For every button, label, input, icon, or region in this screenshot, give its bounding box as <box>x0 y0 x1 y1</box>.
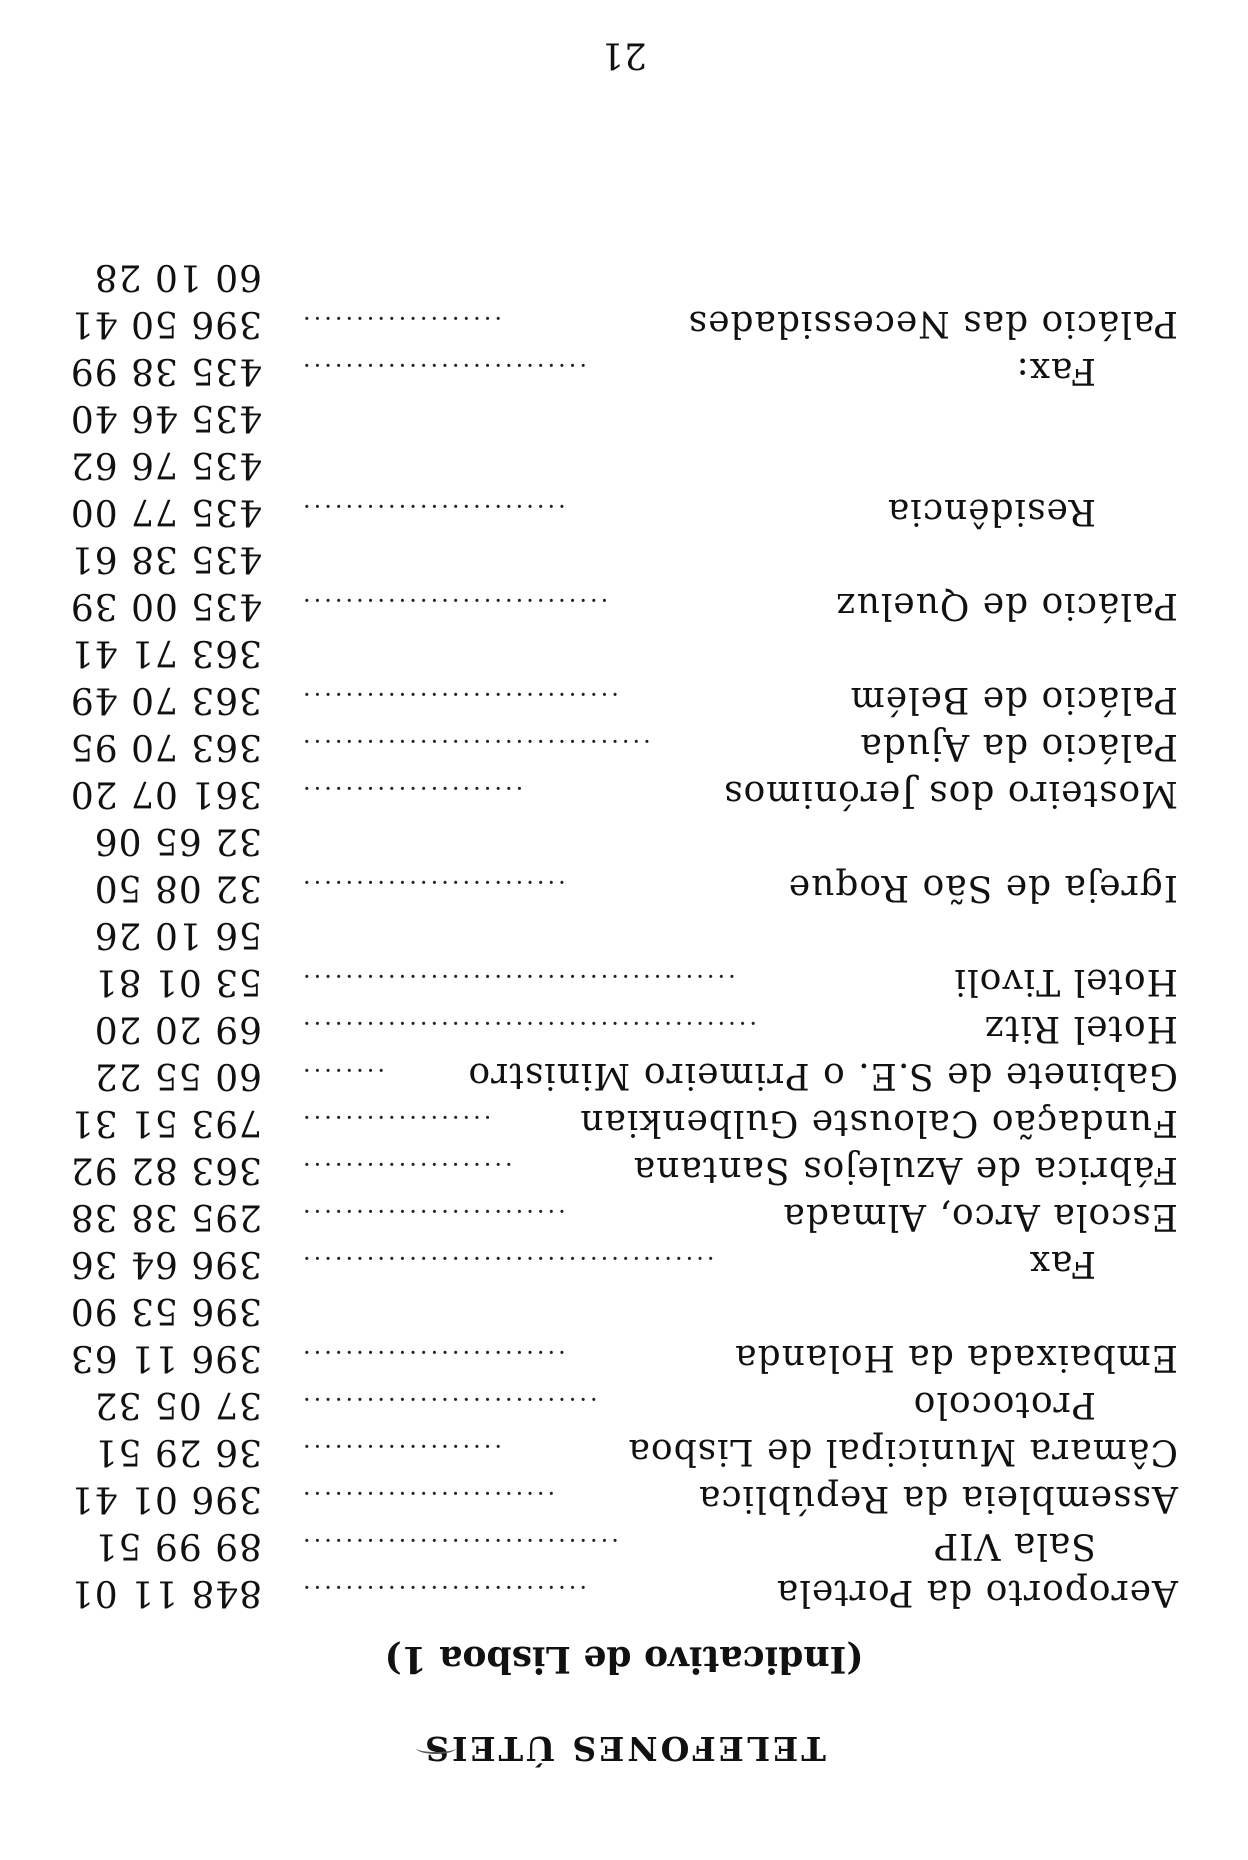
entry-name: Palácio de Queluz <box>835 585 1178 626</box>
phone-number: 295 38 38 <box>69 1196 262 1237</box>
phone-number: 363 70 95 <box>69 726 262 767</box>
phone-number: 396 01 41 <box>69 1478 262 1519</box>
leader-dots: ......................... <box>300 1345 566 1373</box>
phone-number: 435 38 61 <box>69 538 262 579</box>
entry-name: Sala VIP <box>933 1525 1096 1566</box>
directory-row <box>0 347 1248 394</box>
entry-name: Hotel Ritz <box>984 1008 1178 1049</box>
phone-number: 396 11 63 <box>69 1337 262 1378</box>
leader-dots: ......................... <box>300 499 566 527</box>
directory-row <box>0 911 1248 958</box>
leader-dots: ......................... <box>300 1204 566 1232</box>
entry-name: Gabinete de S.E. o Primeiro Ministro <box>467 1055 1178 1096</box>
page-subtitle: (Indicativo de Lisboa 1) <box>384 1638 864 1680</box>
entry-name: Câmara Municipal de Lisboa <box>627 1431 1178 1472</box>
phone-number: 363 70 49 <box>69 679 262 720</box>
phone-number: 36 29 51 <box>93 1431 262 1472</box>
phone-number: 56 10 26 <box>93 914 262 955</box>
directory-row <box>0 676 1248 723</box>
directory-row <box>0 300 1248 347</box>
entry-name: Assembleia da República <box>698 1478 1178 1519</box>
phone-number: 60 10 28 <box>93 256 262 297</box>
phone-directory-list <box>0 253 1248 1616</box>
entry-name: Aeroporto da Portela <box>775 1572 1178 1613</box>
entry-name: Fax <box>1028 1243 1096 1284</box>
directory-row <box>0 1475 1248 1522</box>
leader-dots: ................... <box>300 311 502 339</box>
leader-dots: .................... <box>300 1157 513 1185</box>
leader-dots: ........ <box>300 1063 386 1091</box>
directory-row <box>0 253 1248 300</box>
phone-number: 37 05 32 <box>93 1384 262 1425</box>
leader-dots: .............................. <box>300 687 619 715</box>
directory-row <box>0 582 1248 629</box>
directory-row <box>0 1522 1248 1569</box>
directory-row <box>0 394 1248 441</box>
leader-dots: ........................................... <box>300 1016 758 1044</box>
directory-row <box>0 1334 1248 1381</box>
directory-row <box>0 1005 1248 1052</box>
phone-number: 396 50 41 <box>69 303 262 344</box>
directory-row <box>0 770 1248 817</box>
leader-dots: ........................... <box>300 1580 587 1608</box>
directory-row <box>0 1381 1248 1428</box>
entry-name: Mosteiro dos Jerónimos <box>723 773 1178 814</box>
phone-number: 32 65 06 <box>93 820 262 861</box>
entry-name: Embaixada da Holanda <box>734 1337 1178 1378</box>
directory-row <box>0 1052 1248 1099</box>
leader-dots: ........................ <box>300 1486 556 1514</box>
leader-dots: ..................... <box>300 781 524 809</box>
phone-number: 361 07 20 <box>69 773 262 814</box>
phone-number: 60 55 22 <box>93 1055 262 1096</box>
directory-row <box>0 1146 1248 1193</box>
directory-row <box>0 1240 1248 1287</box>
leader-dots: .............................. <box>300 1533 619 1561</box>
leader-dots: ................... <box>300 1439 502 1467</box>
directory-row <box>0 629 1248 676</box>
ink-mark <box>416 1742 456 1754</box>
phone-number: 435 76 62 <box>69 444 262 485</box>
leader-dots: ....................................... <box>300 1251 715 1279</box>
leader-dots: ............................. <box>300 593 609 621</box>
entry-name: Escola Arco, Almada <box>782 1196 1178 1237</box>
directory-row <box>0 817 1248 864</box>
entry-name: Palácio de Belém <box>849 679 1178 720</box>
entry-name: Palácio das Necessidades <box>687 303 1178 344</box>
phone-number: 435 00 39 <box>69 585 262 626</box>
phone-number: 396 53 90 <box>69 1290 262 1331</box>
phone-number: 89 99 51 <box>93 1525 262 1566</box>
directory-row <box>0 958 1248 1005</box>
phone-number: 793 51 31 <box>69 1102 262 1143</box>
page-number: 21 <box>601 34 647 75</box>
entry-name: Fundação Calouste Gulbenkian <box>579 1102 1178 1143</box>
directory-row <box>0 535 1248 582</box>
directory-row <box>0 1287 1248 1334</box>
phone-number: 53 01 81 <box>93 961 262 1002</box>
phone-number: 396 64 36 <box>69 1243 262 1284</box>
directory-row <box>0 488 1248 535</box>
phone-number: 363 82 92 <box>69 1149 262 1190</box>
phone-number: 363 71 41 <box>69 632 262 673</box>
leader-dots: ................................. <box>300 734 651 762</box>
directory-row <box>0 864 1248 911</box>
directory-row <box>0 441 1248 488</box>
phone-number: 435 46 40 <box>69 397 262 438</box>
entry-name: Fábrica de Azulejos Santana <box>632 1149 1178 1190</box>
directory-row <box>0 1193 1248 1240</box>
entry-name: Igreja de São Roque <box>787 867 1178 908</box>
leader-dots: ........................... <box>300 358 587 386</box>
directory-row <box>0 1569 1248 1616</box>
phone-number: 848 11 01 <box>69 1572 262 1613</box>
leader-dots: ............................ <box>300 1392 598 1420</box>
leader-dots: ......................... <box>300 875 566 903</box>
leader-dots: ......................................... <box>300 969 736 997</box>
leader-dots: .................. <box>300 1110 492 1138</box>
entry-name: Residência <box>886 491 1096 532</box>
entry-name: Hotel Tivoli <box>953 961 1178 1002</box>
entry-name: Fax: <box>1015 350 1096 391</box>
phone-number: 69 20 20 <box>93 1008 262 1049</box>
directory-row <box>0 723 1248 770</box>
phone-number: 32 08 50 <box>93 867 262 908</box>
entry-name: Protocolo <box>912 1384 1096 1425</box>
phone-number: 435 77 00 <box>69 491 262 532</box>
directory-row <box>0 1099 1248 1146</box>
entry-name: Palácio da Ajuda <box>859 726 1178 767</box>
phone-number: 435 38 99 <box>69 350 262 391</box>
directory-row <box>0 1428 1248 1475</box>
page-title: TELEFONES ÚTEIS <box>422 1729 826 1768</box>
